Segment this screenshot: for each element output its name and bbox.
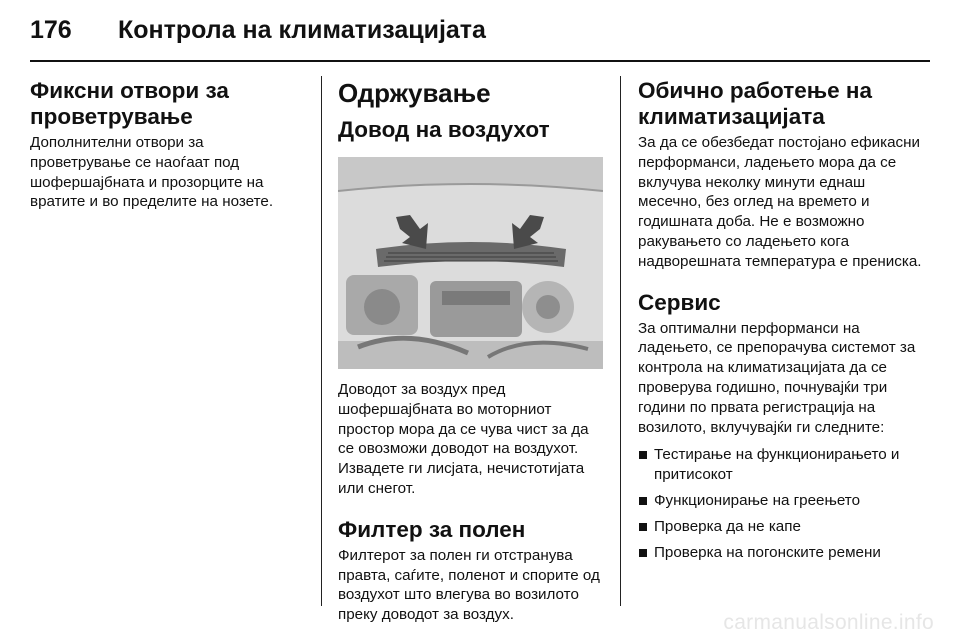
list-item: Проверка на погонските ремени (638, 543, 930, 563)
engine-bay-photo (338, 157, 603, 369)
column-operation-service (638, 78, 930, 568)
paragraph-pollen-filter: Филтерот за полен ги отстранува правта, саѓите, поленот и спорите од воздухот што влегува во возилото преку доводот за воздух. (338, 546, 600, 624)
column-divider-right (620, 76, 621, 606)
paragraph-fixed-vents: Дополнителни отвори за проветрување се наоѓаат под шофершајбната и прозорците на вратите и во пределите на нозете. (30, 134, 274, 211)
service-checklist (638, 445, 930, 562)
column-ventilation (30, 78, 308, 212)
heading-fixed-vents: Фиксни отвори за проветрување (30, 78, 229, 129)
heading-maintenance: Одржување (338, 78, 491, 108)
paragraph-service: За оптимални перформанси на ладењето, се препорачува системот за контрола на климатизацијата да се проверува годишно, почнувајќи три години по првата регистрација на возилото, вклучувајќи ги следните: (638, 319, 916, 436)
bullet-square-icon (639, 497, 647, 505)
bullet-square-icon (639, 549, 647, 557)
heading-service: Сервис (638, 289, 721, 315)
column-divider-left (321, 76, 322, 606)
page-title: Контрола на климатизацијата (118, 16, 486, 44)
page-number: 176 (30, 16, 72, 44)
column-maintenance (338, 78, 608, 625)
list-item: Тестирање на функционирањето и притисокот (638, 445, 930, 485)
list-item: Функционирање на греењето (638, 491, 930, 511)
header-rule (30, 60, 930, 62)
paragraph-air-intake: Доводот за воздух пред шофершајбната во моторниот простор мора да се чува чист за да се овозможи доводот на воздухот. Извадете ги лисјата, нечистотијата или снегот. (338, 381, 589, 497)
heading-pollen-filter: Филтер за полен (338, 516, 526, 542)
paragraph-normal-operation: За да се обезбедат постојано ефикасни перформанси, ладењето мора да се вклучува неколку минути еднаш месечно, без оглед на времето и годишната доба. Не е возможно ракувањето со ладењето кога надворешната температура е прениска. (638, 134, 922, 270)
heading-normal-operation: Обично работење на климатизацијата (638, 78, 873, 129)
heading-air-intake: Довод на воздухот (338, 117, 550, 142)
list-item: Проверка да не капе (638, 517, 930, 537)
bullet-square-icon (639, 523, 647, 531)
watermark: carmanualsonline.info (723, 611, 934, 634)
bullet-square-icon (639, 451, 647, 459)
